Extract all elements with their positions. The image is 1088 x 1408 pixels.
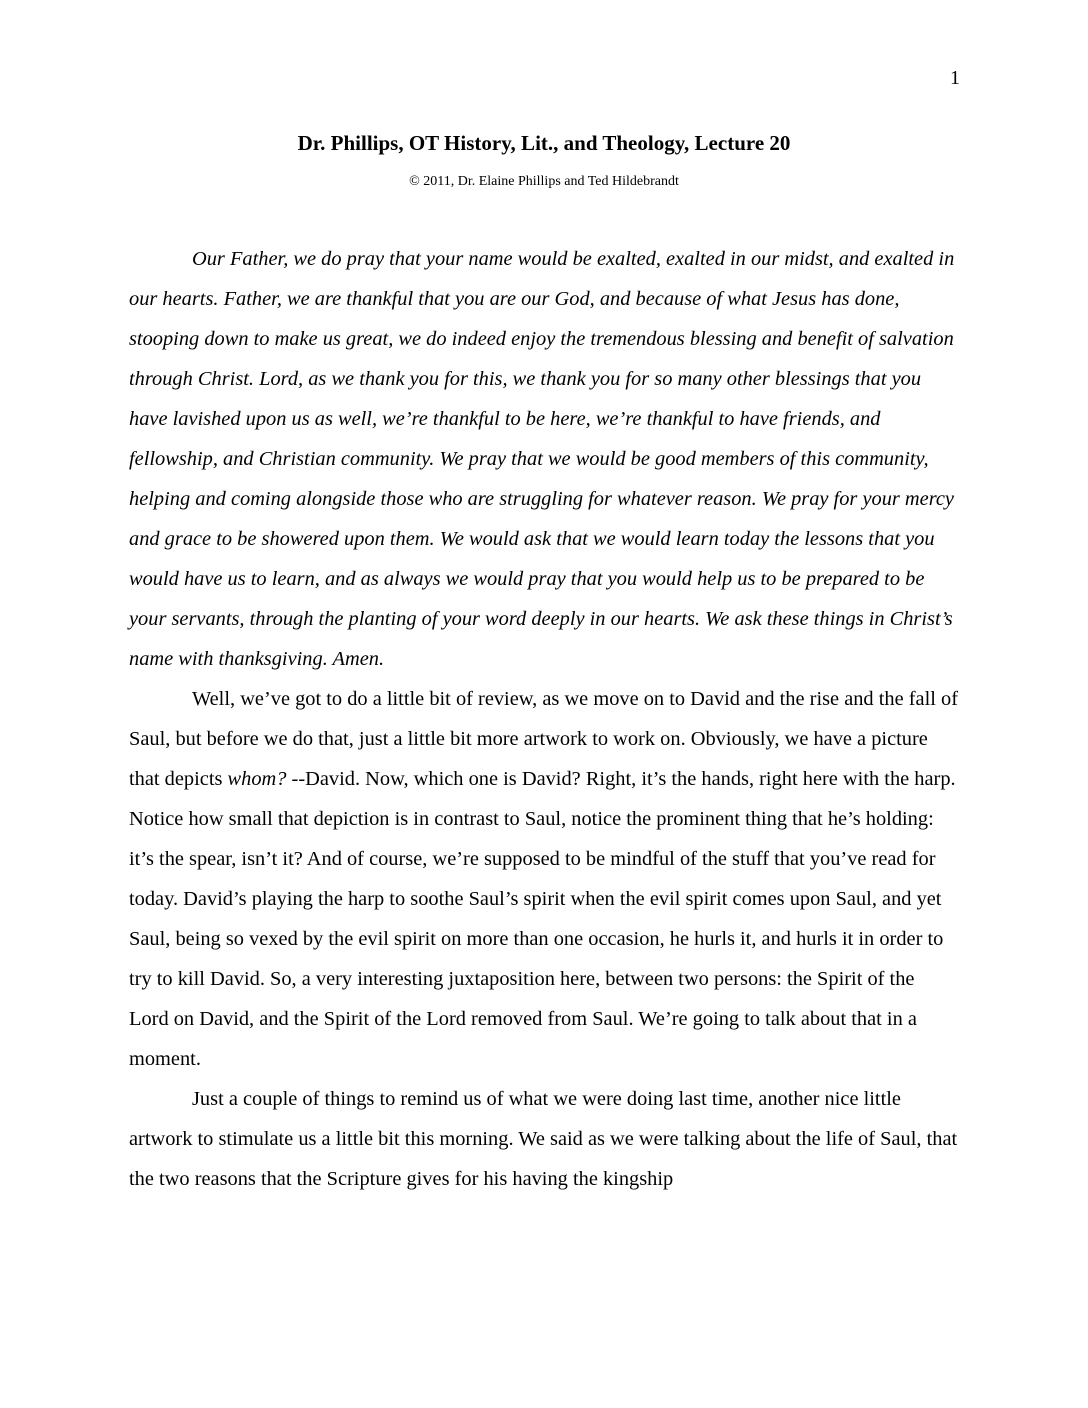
- reminder-paragraph: Just a couple of things to remind us of what we were doing last time, another nice little artwork to stimulate us a little bit this morning. We said as we were talking about the life of Saul, that the two reasons that the Scripture gives for his having the kingship: [129, 1088, 958, 1190]
- review-emphasis: whom?: [227, 768, 287, 790]
- review-text-start: Well, we’ve got to do a little bit of review, as we move on to David and the rise and the fall of Saul, but before we do that, just a little bit more artwork to work on. Obviously, we have a picture that depicts: [129, 688, 958, 790]
- copyright-line: © 2011, Dr. Elaine Phillips and Ted Hildebrandt: [409, 174, 679, 189]
- lecture-title: Dr. Phillips, OT History, Lit., and Theology, Lecture 20: [297, 131, 791, 155]
- page-number: 1: [950, 67, 960, 89]
- opening-prayer-paragraph: Our Father, we do pray that your name would be exalted, exalted in our midst, and exalted in our hearts. Father, we are thankful that you are our God, and because of what Jesus has done, stooping down to make us great, we do indeed enjoy the tremendous blessing and benefit of salvation through Christ. Lord, as we thank you for this, we thank you for so many other blessings that you have lavished upon us as well, we’re thankful to be here, we’re thankful to have friends, and fellowship, and Christian community. We pray that we would be good members of this community, helping and coming alongside those who are struggling for whatever reason. We pray for your mercy and grace to be showered upon them. We would ask that we would learn today the lessons that you would have us to learn, and as always we would pray that you would help us to be prepared to be your servants, through the planting of your word deeply in our hearts. We ask these things in Christ’s name with thanksgiving. Amen.: [129, 248, 955, 670]
- review-paragraph: [129, 679, 959, 1079]
- lecture-body: [129, 239, 959, 1199]
- review-text-end: --David. Now, which one is David? Right, it’s the hands, right here with the harp. Notice how small that depiction is in contrast to Saul, notice the prominent thing that he’s holding: it’s the spear, isn’t it? And of course, we’re supposed to be mindful of the stuff that you’ve read for today. David’s playing the harp to soothe Saul’s spirit when the evil spirit comes upon Saul, and yet Saul, being so vexed by the evil spirit on more than one occasion, he hurls it, and hurls it in order to try to kill David. So, a very interesting juxtaposition here, between two persons: the Spirit of the Lord on David, and the Spirit of the Lord removed from Saul. We’re going to talk about that in a moment.: [129, 768, 956, 1070]
